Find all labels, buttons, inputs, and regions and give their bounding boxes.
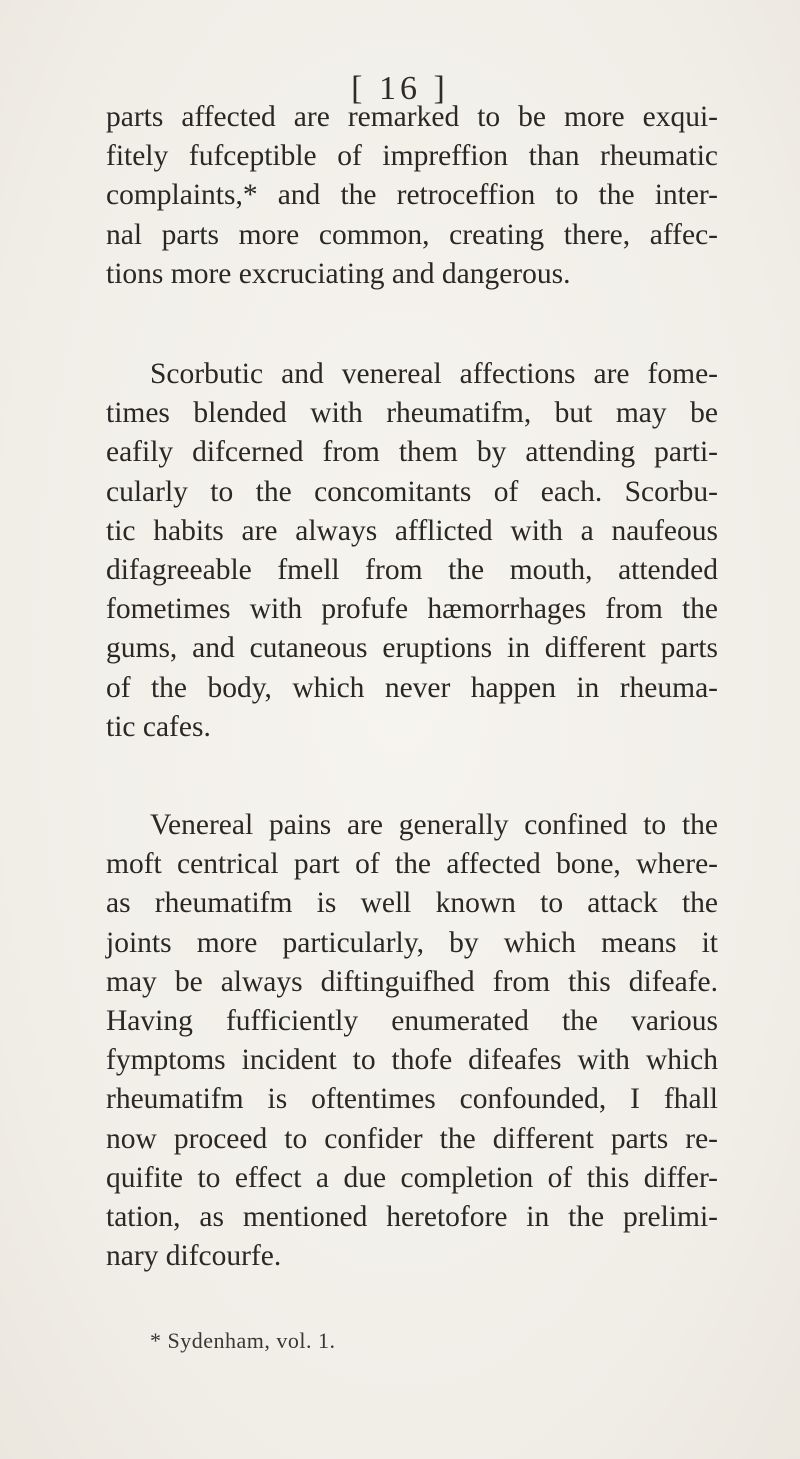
text-line: Scorbutic and venereal affections are fome-: [150, 358, 718, 390]
text-line: gums, and cutaneous eruptions in different parts: [106, 632, 718, 665]
text-line: fitely fufceptible of impreffion than rheumatic: [106, 140, 718, 173]
text-line: may be always diftinguifhed from this difeafe.: [106, 965, 718, 998]
text-line: as rheumatifm is well known to attack the: [106, 887, 718, 920]
text-line: moft centrical part of the affected bone, where-: [106, 848, 718, 881]
text-line: rheumatifm is oftentimes confounded, I fhall: [106, 1083, 718, 1116]
text-line: now proceed to confider the different parts re-: [106, 1122, 718, 1155]
text-line: difagreeable fmell from the mouth, attended: [106, 553, 718, 586]
text-line: quifite to effect a due completion of this differ-: [106, 1161, 718, 1194]
text-line: tions more excruciating and dangerous.: [106, 257, 571, 290]
text-line: Having fufficiently enumerated the various: [106, 1004, 718, 1037]
text-line: Venereal pains are generally confined to the: [150, 809, 718, 841]
text-line: joints more particularly, by which means it: [106, 926, 718, 959]
footnote: * Sydenham, vol. 1.: [150, 1328, 336, 1353]
text-line: nary difcourfe.: [106, 1240, 282, 1273]
text-line: parts affected are remarked to be more exqui-: [106, 101, 718, 133]
page-number: [ 16 ]: [351, 70, 449, 107]
text-line: fymptoms incident to thofe difeafes with which: [106, 1044, 718, 1077]
paragraph-1: [106, 98, 718, 294]
text-line: tation, as mentioned heretofore in the prelimi-: [106, 1200, 718, 1233]
text-line: tic habits are always afflicted with a naufeous: [106, 514, 718, 547]
text-line: fometimes with profufe hæmorrhages from the: [106, 593, 718, 626]
text-line: of the body, which never happen in rheuma-: [106, 671, 718, 704]
paragraph-3: [106, 806, 718, 1276]
text-line: eafily difcerned from them by attending parti-: [106, 436, 718, 469]
paragraph-2: [106, 355, 718, 747]
text-line: nal parts more common, creating there, affec-: [106, 218, 718, 251]
text-line: times blended with rheumatifm, but may be: [106, 397, 718, 430]
text-line: complaints,* and the retroceffion to the inter-: [106, 179, 718, 212]
text-line: tic cafes.: [106, 710, 211, 743]
text-line: cularly to the concomitants of each. Scorbu-: [106, 475, 718, 508]
